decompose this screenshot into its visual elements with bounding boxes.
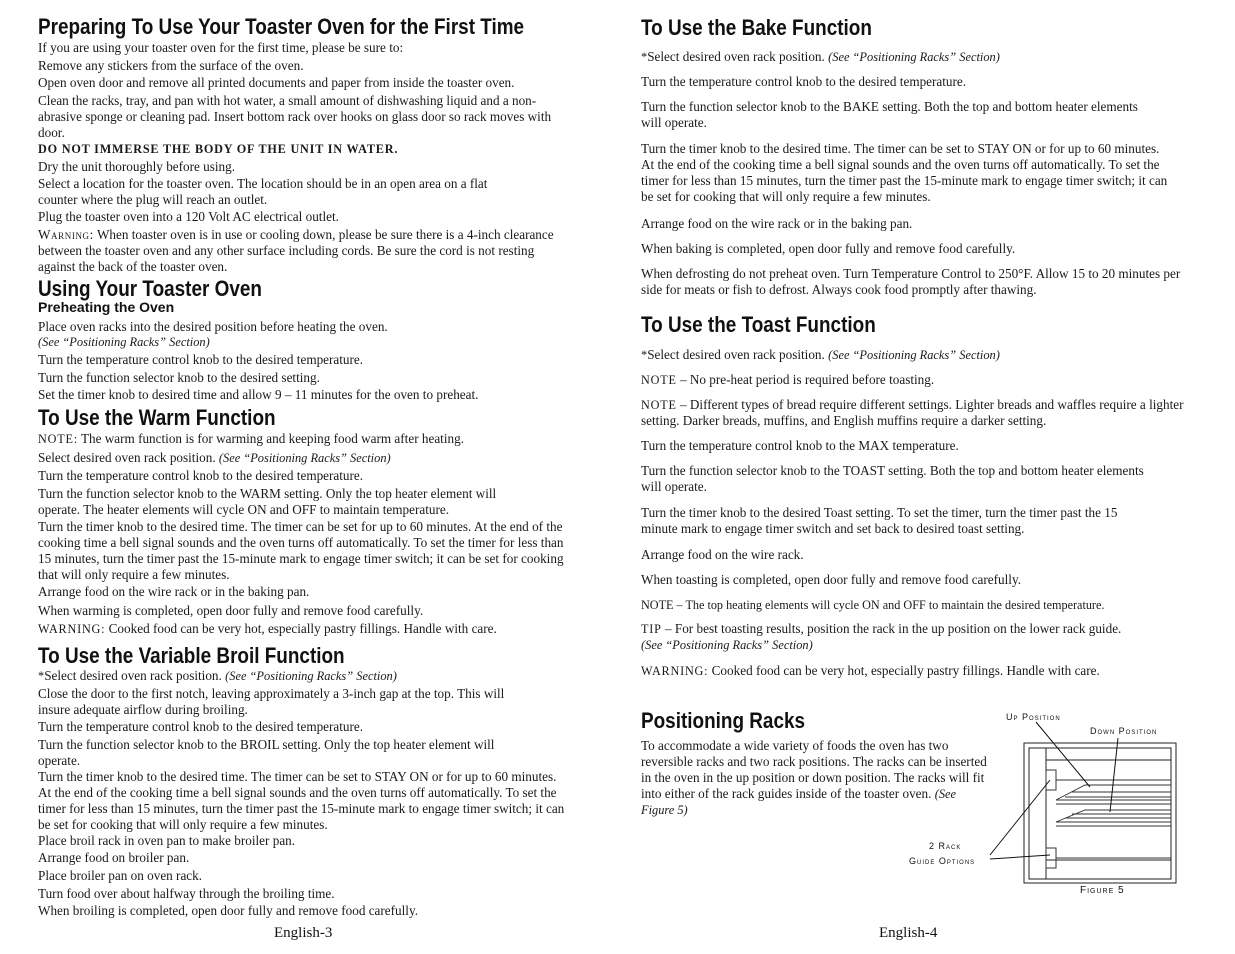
broil-step-4: Turn the function selector knob to the BROIL setting. Only the top heater element will operate. (38, 737, 495, 768)
figure-label-up-position: Up Position (1006, 712, 1061, 722)
heading-first-time: Preparing To Use Your Toaster Oven for the First Time (38, 14, 525, 39)
rack-down-position (1056, 810, 1171, 826)
step-open-door: Open oven door and remove all printed documents and paper from inside the toaster oven. (38, 75, 515, 90)
warm-warning: WARNING: Cooked food can be very hot, especially pastry fillings. Handle with care. (38, 621, 497, 636)
bake-step-7: When defrosting do not preheat oven. Turn Temperature Control to 250°F. Allow 15 to 20 minutes per side for meats or fish to defrost. Always cook food promptly after thawing. (641, 266, 1181, 297)
toast-step-3: Turn the function selector knob to the TOAST setting. Both the top and bottom heater elements will operate. (641, 463, 1144, 494)
toast-step-1: *Select desired oven rack position. (See “Positioning Racks” Section) (641, 347, 1000, 362)
note-label: NOTE (641, 373, 677, 387)
page-number-right: English-4 (879, 925, 938, 941)
oven-interior (1024, 743, 1176, 883)
warning-text: When toaster oven is in use or cooling down, please be sure there is a 4-inch clearance between the toaster oven and any other surface including cords. Be sure the cord is not resting against the back of the toaster oven. (38, 227, 554, 274)
figure-label-down-position: Down Position (1090, 726, 1158, 736)
preheat-step-1: Place oven racks into the desired position before heating the oven. (38, 319, 388, 334)
warm-step-4: Turn the timer knob to the desired time. The timer can be set for up to 60 minutes. At the end of the cooking time a bell signal sounds and the oven turns off automatically. To set the timer for less than 15 minutes, turn the timer past the 15-minute mark to engage timer switch; it can be set for cooking that will only require a few minutes. (38, 519, 564, 582)
step-plug: Plug the toaster oven into a 120 Volt AC electrical outlet. (38, 209, 339, 224)
warm-step-6: When warming is completed, open door fully and remove food carefully. (38, 603, 424, 618)
toast-tip: TIP – For best toasting results, position the rack in the up position on the lower rack guide. (See “Positioning Racks” Section) (641, 621, 1122, 652)
toast-step-2: Turn the temperature control knob to the MAX temperature. (641, 438, 959, 453)
toast-note-1: NOTE – No pre-heat period is required before toasting. (641, 372, 935, 387)
bake-step-5: Arrange food on the wire rack or in the baking pan. (641, 216, 913, 231)
warning-label: WARNING: (38, 622, 106, 636)
warm-step-2: Turn the temperature control knob to the desired temperature. (38, 468, 364, 483)
broil-step-7: Arrange food on broiler pan. (38, 850, 190, 865)
figure-leader-lines (990, 722, 1118, 859)
preheat-step-1-ref: (See “Positioning Racks” Section) (38, 335, 210, 349)
broil-step-9: Turn food over about halfway through the broiling time. (38, 886, 335, 901)
heading-using-oven: Using Your Toaster Oven (38, 276, 262, 301)
preheat-step-3: Turn the function selector knob to the desired setting. (38, 370, 320, 385)
subheading-preheating: Preheating the Oven (38, 299, 175, 315)
note-label: NOTE: (38, 432, 78, 446)
warm-step-1: Select desired oven rack position. (See “Positioning Racks” Section) (38, 450, 391, 465)
no-immerse-notice: DO NOT IMMERSE THE BODY OF THE UNIT IN WATER. (38, 142, 399, 156)
heading-positioning-racks: Positioning Racks (641, 708, 806, 733)
broil-step-5: Turn the timer knob to the desired time. The timer can be set to STAY ON or for up to 60 minutes. At the end of the cooking time a bell signal sounds and the oven turns off automatically. To set the timer for less than 15 minutes, turn the timer past the 15-minute mark to engage timer switch; it can be set for cooking that will only require a few minutes. (38, 769, 565, 832)
toast-warning: WARNING: Cooked food can be very hot, especially pastry fillings. Handle with care. (641, 663, 1100, 678)
preheat-step-4: Set the timer knob to desired time and allow 9 – 11 minutes for the oven to preheat. (38, 387, 479, 402)
warning-label: WARNING: (641, 664, 709, 678)
figure-label-rack-guide-2: Guide Options (909, 856, 976, 866)
racks-text: To accommodate a wide variety of foods the oven has two reversible racks and two rack positions. The racks can be inserted in the oven in the up position or down position. The racks will fit into either of the rack guides inside of the toaster oven. (See Figure 5) (641, 738, 987, 817)
warm-step-3: Turn the function selector knob to the WARM setting. Only the top heater element will operate. The heater elements will cycle ON and OFF to maintain temperature. (38, 486, 497, 517)
broil-step-10: When broiling is completed, open door fully and remove food carefully. (38, 903, 419, 918)
heading-toast: To Use the Toast Function (641, 312, 876, 337)
step-location: Select a location for the toaster oven. The location should be in an open area on a flat counter where the plug will reach an outlet. (38, 176, 488, 207)
tip-label: TIP (641, 622, 662, 636)
figure-caption: Figure 5 (1080, 885, 1125, 896)
step-remove-stickers: Remove any stickers from the surface of the oven. (38, 58, 304, 73)
toast-note-3: NOTE – The top heating elements will cycle ON and OFF to maintain the desired temperature. (641, 598, 1105, 612)
step-clean: Clean the racks, tray, and pan with hot water, a small amount of dishwashing liquid and a non-abrasive sponge or cleaning pad. Insert bottom rack over hooks on glass door so rack moves with door. (38, 93, 552, 140)
rack-up-position (1056, 785, 1171, 804)
broil-step-8: Place broiler pan on oven rack. (38, 868, 203, 883)
bake-step-4: Turn the timer knob to the desired time. The timer can be set to STAY ON or for up to 60 minutes. At the end of the cooking time a bell signal sounds and the oven turns off automatically. To set the timer for less than 15 minutes, turn the timer past the 15-minute mark to engage timer switch; it can be set for cooking that will only require a few minutes. (641, 141, 1168, 204)
note-label: NOTE (641, 398, 677, 412)
bake-step-2: Turn the temperature control knob to the desired temperature. (641, 74, 967, 89)
warm-step-5: Arrange food on the wire rack or in the baking pan. (38, 584, 310, 599)
figure-label-rack-guide-1: 2 Rack (929, 841, 962, 851)
heading-bake: To Use the Bake Function (641, 15, 872, 40)
rack-guides (1046, 770, 1171, 868)
toast-note-2: NOTE – Different types of bread require different settings. Lighter breads and waffles require a lighter setting. Darker breads, muffins, and English muffins require a darker setting. (641, 397, 1184, 428)
step-dry: Dry the unit thoroughly before using. (38, 159, 236, 174)
toast-step-5: Arrange food on the wire rack. (641, 547, 804, 562)
toast-step-6: When toasting is completed, open door fully and remove food carefully. (641, 572, 1022, 587)
page-number-left: English-3 (274, 925, 333, 941)
broil-step-3: Turn the temperature control knob to the desired temperature. (38, 719, 364, 734)
heading-broil: To Use the Variable Broil Function (38, 643, 345, 668)
heading-warm: To Use the Warm Function (38, 405, 276, 430)
broil-step-2: Close the door to the first notch, leaving approximately a 3-inch gap at the top. This will insure adequate airflow during broiling. (38, 686, 505, 717)
bake-step-6: When baking is completed, open door fully and remove food carefully. (641, 241, 1016, 256)
toast-step-4: Turn the timer knob to the desired Toast setting. To set the timer, turn the timer past the 15 minute mark to engage timer switch and set back to desired toast setting. (641, 505, 1118, 536)
warning-clearance (38, 227, 573, 275)
bake-step-1: *Select desired oven rack position. (See “Positioning Racks” Section) (641, 49, 1000, 64)
preheat-step-2: Turn the temperature control knob to the desired temperature. (38, 352, 364, 367)
warning-label: Warning: (38, 227, 94, 242)
intro-text: If you are using your toaster oven for the first time, please be sure to: (38, 40, 404, 55)
broil-step-6: Place broil rack in oven pan to make broiler pan. (38, 833, 296, 848)
warm-note: NOTE: The warm function is for warming and keeping food warm after heating. (38, 431, 464, 446)
bake-step-3: Turn the function selector knob to the BAKE setting. Both the top and bottom heater elements will operate. (641, 99, 1138, 130)
broil-step-1: *Select desired oven rack position. (See “Positioning Racks” Section) (38, 668, 397, 683)
